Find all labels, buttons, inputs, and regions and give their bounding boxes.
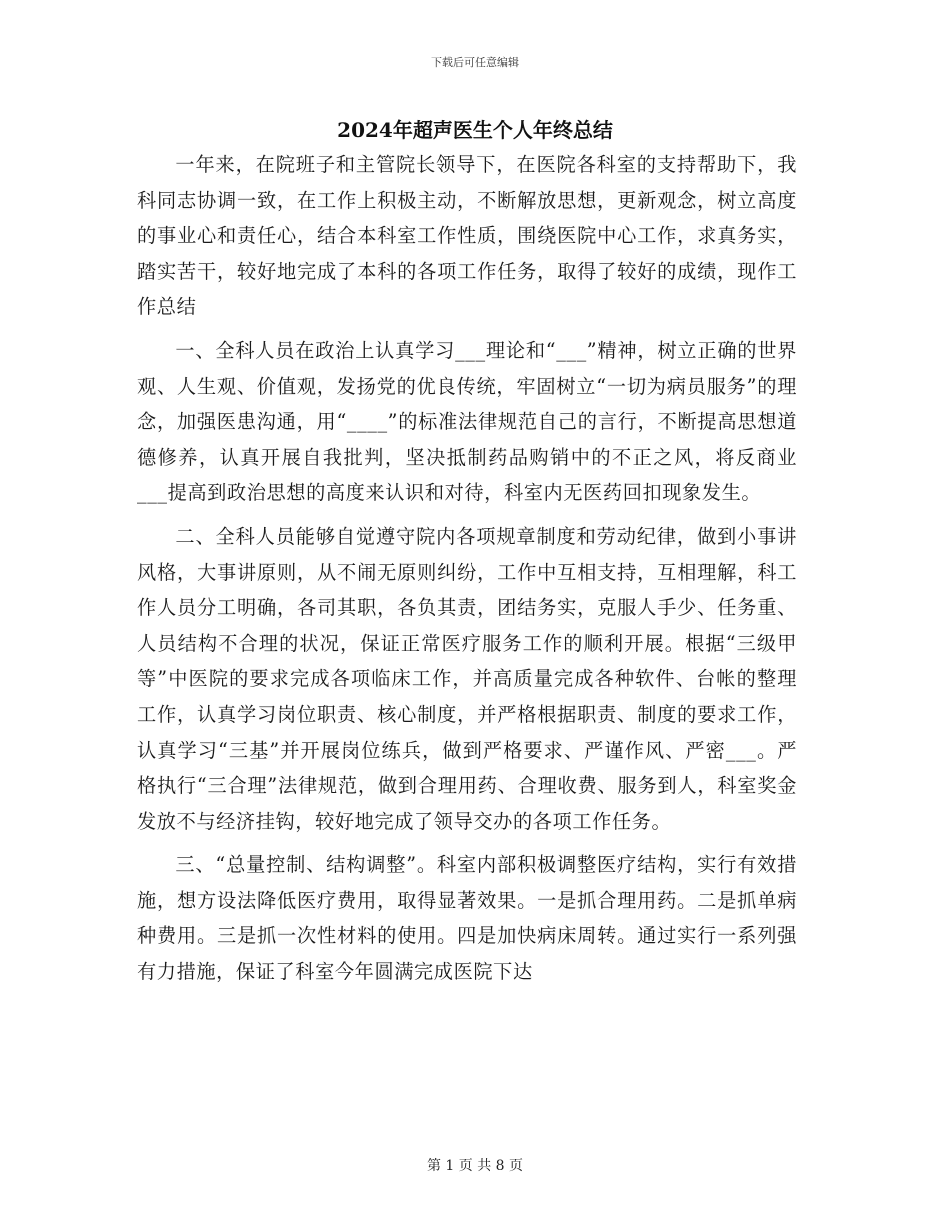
paragraph-section-3: 三、“总量控制、结构调整”。科室内部积极调整医疗结构，实行有效措施，想方设法降低医疗费用，取得显著效果。一是抓合理用药。二是抓单病种费用。三是抓一次性材料的使用。四是加快病床周转。通过实行一系列强有力措施，保证了科室今年圆满完成医院下达 [137, 853, 797, 984]
page-number: 第 1 页 共 8 页 [426, 1158, 524, 1174]
document-title: 2024年超声医生个人年终总结 [337, 118, 613, 142]
paragraph-section-1: 一、全科人员在政治上认真学习___理论和“___”精神，树立正确的世界观、人生观、价值观，发扬党的优良传统，牢固树立“一切为病员服务”的理念，加强医患沟通，用“____”的标准法律规范自己的言行，不断提高思想道德修养，认真开展自我批判，坚决抵制药品购销中的不正之风，将反商业___提高到政治思想的高度来认识和对待，科室内无医药回扣现象发生。 [137, 338, 797, 505]
paragraph-section-2: 二、全科人员能够自觉遵守院内各项规章制度和劳动纪律，做到小事讲风格，大事讲原则，从不闹无原则纠纷，工作中互相支持，互相理解，科工作人员分工明确，各司其职，各负其责，团结务实，克服人手少、任务重、人员结构不合理的状况，保证正常医疗服务工作的顺利开展。根据“三级甲等”中医院的要求完成各项临床工作，并高质量完成各种软件、台帐的整理工作，认真学习岗位职责、核心制度，并严格根据职责、制度的要求工作，认真学习“三基”并开展岗位练兵，做到严格要求、严谨作风、严密___。严格执行“三合理”法律规范，做到合理用药、合理收费、服务到人，科室奖金发放不与经济挂钩，较好地完成了领导交办的各项工作任务。 [137, 524, 797, 833]
header-note: 下载后可任意编辑 [431, 56, 519, 69]
document-body [137, 147, 797, 990]
paragraph-intro: 一年来，在院班子和主管院长领导下，在医院各科室的支持帮助下，我科同志协调一致，在工作上积极主动，不断解放思想，更新观念，树立高度的事业心和责任心，结合本科室工作性质，围绕医院中心工作，求真务实，踏实苦干，较好地完成了本科的各项工作任务，取得了较好的成绩，现作工作总结 [137, 153, 797, 319]
